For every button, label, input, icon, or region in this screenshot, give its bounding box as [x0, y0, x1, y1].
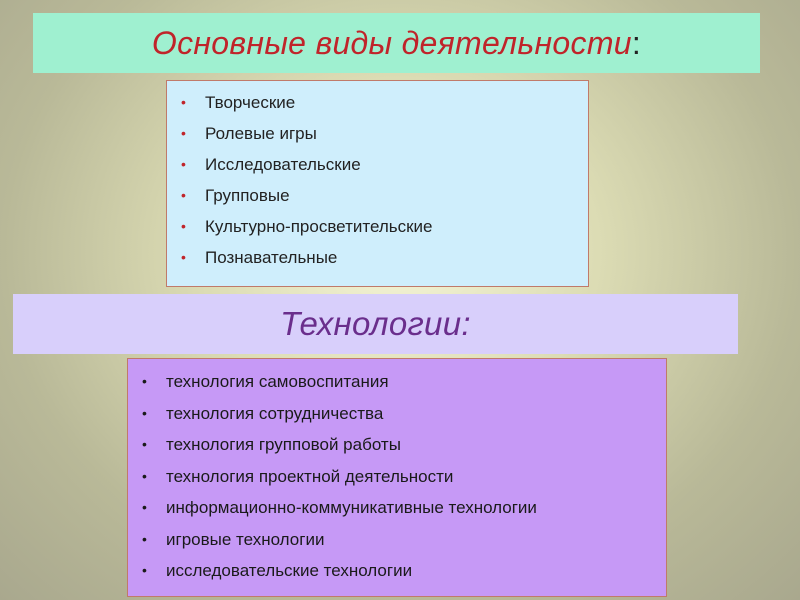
- list-item-text: информационно-коммуникативные технологии: [166, 498, 537, 517]
- bullet-icon: •: [142, 467, 147, 484]
- slide-title-colon: :: [631, 24, 642, 61]
- technologies-title: Технологии:: [280, 305, 471, 342]
- list-item: [140, 429, 654, 461]
- bullet-icon: •: [142, 562, 147, 578]
- list-item: [181, 87, 576, 118]
- list-item: [140, 492, 654, 524]
- title-banner: [33, 13, 760, 73]
- bullet-icon: •: [181, 125, 186, 141]
- list-item-text: Познавательные: [205, 248, 338, 267]
- list-item-text: Исследовательские: [205, 155, 361, 174]
- technologies-list: [140, 366, 654, 587]
- list-item: [181, 118, 576, 149]
- bullet-icon: •: [181, 156, 186, 172]
- bullet-icon: •: [142, 436, 147, 452]
- activities-list-box: [166, 80, 589, 287]
- list-item: [181, 149, 576, 180]
- list-item-text: технология групповой работы: [166, 435, 401, 454]
- list-item-text: Творческие: [205, 93, 296, 112]
- list-item: [181, 211, 576, 242]
- list-item-text: Ролевые игры: [205, 124, 317, 143]
- bullet-icon: •: [181, 249, 186, 265]
- list-item-text: игровые технологии: [166, 529, 325, 549]
- list-item: [181, 180, 576, 211]
- list-item-text: технология проектной деятельности: [166, 466, 454, 486]
- list-item-text: Групповые: [205, 186, 290, 205]
- bullet-icon: •: [181, 94, 186, 110]
- bullet-icon: •: [142, 373, 147, 389]
- list-item-text: исследовательские технологии: [166, 561, 413, 580]
- list-item-text: технология сотрудничества: [166, 403, 384, 423]
- technologies-banner: [13, 294, 738, 354]
- list-item: [140, 555, 654, 587]
- bullet-icon: •: [181, 218, 186, 234]
- slide-title-text: Основные виды деятельности: [151, 24, 632, 61]
- technologies-list-box: [127, 358, 667, 597]
- bullet-icon: •: [142, 499, 147, 515]
- list-item: [181, 242, 576, 273]
- bullet-icon: •: [142, 404, 147, 421]
- list-item: [140, 366, 654, 398]
- list-item-text: технология самовоспитания: [166, 372, 389, 391]
- list-item: [140, 398, 654, 430]
- bullet-icon: •: [142, 530, 147, 547]
- bullet-icon: •: [181, 187, 186, 203]
- list-item: [140, 461, 654, 493]
- slide-title: [152, 25, 641, 62]
- list-item: [140, 524, 654, 556]
- activities-list: [181, 87, 576, 273]
- list-item-text: Культурно-просветительские: [205, 217, 433, 236]
